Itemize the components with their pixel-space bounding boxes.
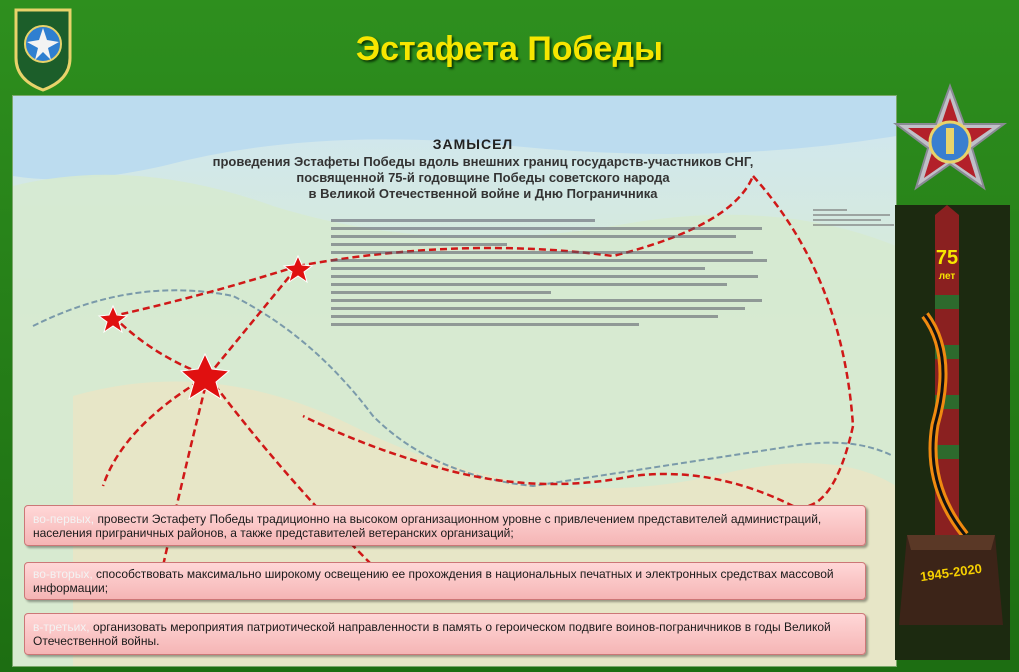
- plan-text-block: [331, 214, 771, 414]
- point-2: [24, 562, 866, 600]
- point-2-text: [33, 567, 857, 595]
- point-2-lead: во-вторых,: [33, 567, 93, 581]
- plan-subheading-line-1: проведения Эстафеты Победы вдоль внешних границ государств-участников СНГ,: [212, 154, 754, 169]
- plan-heading: ЗАМЫСЕЛ: [432, 136, 514, 152]
- plan-subheading-line-2: посвященной 75-й годовщине Победы советского народа: [296, 170, 670, 185]
- order-of-victory-icon: [890, 82, 1010, 202]
- point-1-lead: во-первых,: [33, 511, 95, 526]
- anniversary-label: лет: [938, 271, 956, 282]
- point-3-text: [33, 620, 857, 648]
- point-2-body: способствовать максимально широкому освещению ее прохождения в национальных печатных и электронных средствах массовой информации;: [33, 567, 834, 595]
- point-1: [24, 505, 866, 546]
- point-3: [24, 613, 866, 655]
- years-label: 1945-2020: [919, 560, 983, 585]
- point-1-text: [33, 512, 857, 540]
- point-3-lead: в-третьих,: [33, 620, 90, 634]
- border-post-monument: [895, 205, 1010, 660]
- page-title: Эстафета Победы: [355, 30, 664, 68]
- point-1-body: провести Эстафету Победы традиционно на высоком организационном уровне с привлечением представителей администраций, населения приграничных районов, а также представителей ветеранских организаций;: [33, 511, 822, 540]
- anniversary-number: 75: [935, 247, 959, 269]
- point-3-body: организовать мероприятия патриотической направленности в память о героическом подвиге воинов-пограничников в годы Великой Отечественной войны.: [33, 620, 831, 648]
- approval-stamp: [813, 206, 897, 238]
- plan-subheading: [153, 154, 813, 202]
- plan-subheading-line-3: в Великой Отечественной войне и Дню Пограничника: [308, 186, 658, 201]
